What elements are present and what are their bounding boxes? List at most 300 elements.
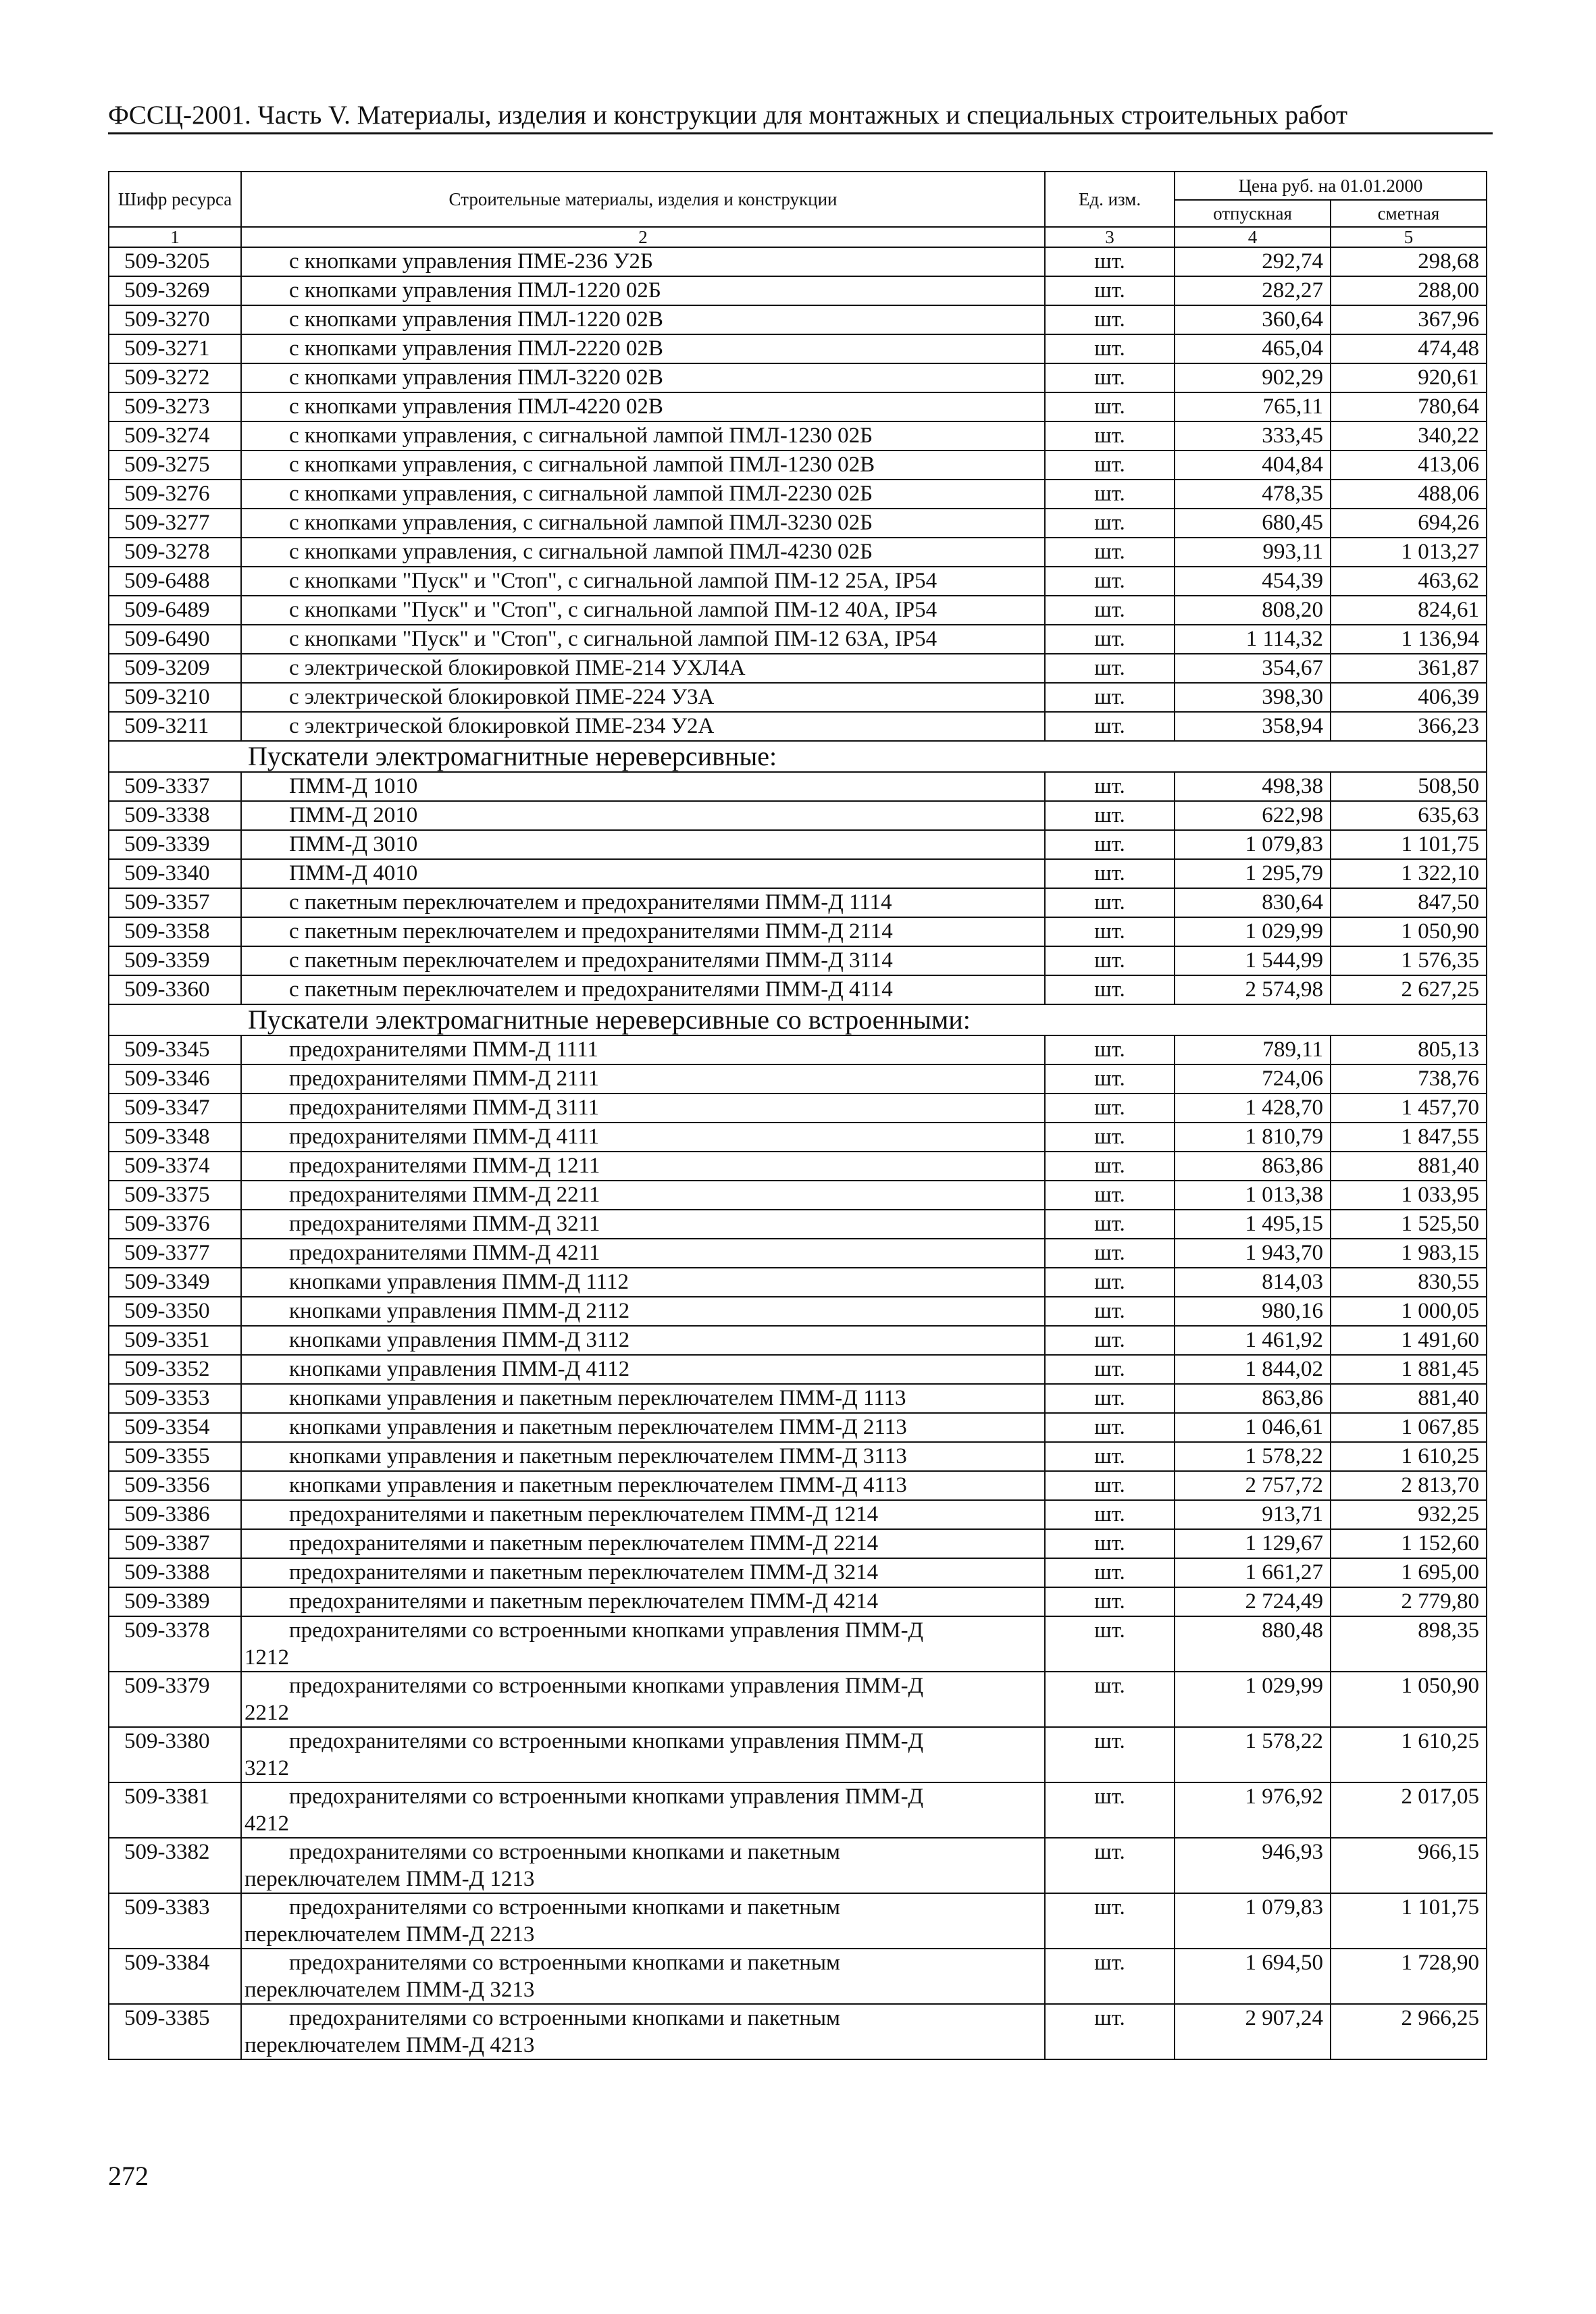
estimate-price: 1 050,90	[1331, 1672, 1487, 1727]
unit: шт.	[1045, 712, 1175, 741]
estimate-price: 474,48	[1331, 334, 1487, 363]
release-price: 398,30	[1175, 683, 1331, 712]
release-price: 292,74	[1175, 247, 1331, 276]
col-number: 2	[241, 227, 1045, 247]
table-row	[109, 1587, 1487, 1616]
resource-name: с кнопками управления ПМЛ-2220 02В	[241, 334, 1045, 363]
resource-code: 509-3386	[109, 1500, 241, 1529]
release-price: 2 724,49	[1175, 1587, 1331, 1616]
resource-code: 509-3374	[109, 1152, 241, 1181]
table-row	[109, 946, 1487, 975]
resource-code: 509-3376	[109, 1210, 241, 1239]
unit: шт.	[1045, 946, 1175, 975]
resource-name: с пакетным переключателем и предохранителями ПММ-Д 4114	[241, 975, 1045, 1004]
table-row	[109, 1558, 1487, 1587]
release-price: 622,98	[1175, 801, 1331, 830]
resource-code: 509-3381	[109, 1782, 241, 1838]
table-row	[109, 480, 1487, 509]
resource-name-line1: предохранителями со встроенными кнопками и пакетным	[289, 1895, 840, 1920]
table-row	[109, 305, 1487, 334]
resource-code: 509-3205	[109, 247, 241, 276]
unit: шт.	[1045, 1094, 1175, 1123]
estimate-price: 1 881,45	[1331, 1355, 1487, 1384]
resource-name-line1: предохранителями со встроенными кнопками и пакетным	[289, 2006, 840, 2030]
estimate-price: 966,15	[1331, 1838, 1487, 1893]
release-price: 282,27	[1175, 276, 1331, 305]
resource-name: с пакетным переключателем и предохранителями ПММ-Д 1114	[241, 888, 1045, 917]
col-number: 3	[1045, 227, 1175, 247]
unit: шт.	[1045, 1413, 1175, 1442]
table-row	[109, 1123, 1487, 1152]
resource-code: 509-3339	[109, 830, 241, 859]
resource-name: предохранителями и пакетным переключателем ПММ-Д 2214	[241, 1529, 1045, 1558]
estimate-price: 1 525,50	[1331, 1210, 1487, 1239]
resource-code: 509-3355	[109, 1442, 241, 1471]
table-row	[109, 509, 1487, 538]
table-row	[109, 596, 1487, 625]
col-header-unit: Ед. изм.	[1045, 172, 1175, 227]
resource-code: 509-3389	[109, 1587, 241, 1616]
estimate-price: 1 013,27	[1331, 538, 1487, 567]
resource-name: предохранителями и пакетным переключателем ПММ-Д 3214	[241, 1558, 1045, 1587]
resource-name: кнопками управления и пакетным переключателем ПММ-Д 4113	[241, 1471, 1045, 1500]
col-header-price: Цена руб. на 01.01.2000	[1175, 172, 1487, 200]
resource-name: кнопками управления ПММ-Д 3112	[241, 1326, 1045, 1355]
resource-name-line1: предохранителями со встроенными кнопками управления ПММ-Д	[289, 1784, 924, 1809]
resource-code: 509-3384	[109, 1949, 241, 2004]
table-row	[109, 888, 1487, 917]
resource-code: 509-3272	[109, 363, 241, 392]
unit: шт.	[1045, 1616, 1175, 1672]
resource-name-line2: 1212	[244, 1645, 289, 1670]
resource-name: с кнопками управления ПМЛ-1220 02Б	[241, 276, 1045, 305]
resource-name-line1: предохранителями со встроенными кнопками и пакетным	[289, 1840, 840, 1864]
unit: шт.	[1045, 1587, 1175, 1616]
resource-code: 509-3377	[109, 1239, 241, 1268]
estimate-price: 288,00	[1331, 276, 1487, 305]
release-price: 1 129,67	[1175, 1529, 1331, 1558]
estimate-price: 2 813,70	[1331, 1471, 1487, 1500]
table-row	[109, 625, 1487, 654]
release-price: 2 757,72	[1175, 1471, 1331, 1500]
table-row	[109, 1181, 1487, 1210]
resource-name	[241, 1782, 1045, 1838]
release-price: 1 079,83	[1175, 1893, 1331, 1949]
release-price: 1 029,99	[1175, 1672, 1331, 1727]
table-row	[109, 1355, 1487, 1384]
table-row	[109, 451, 1487, 480]
release-price: 724,06	[1175, 1064, 1331, 1094]
estimate-price: 508,50	[1331, 772, 1487, 801]
table-row	[109, 683, 1487, 712]
resource-name: с кнопками управления, с сигнальной лампой ПМЛ-1230 02Б	[241, 421, 1045, 451]
table-row	[109, 1893, 1487, 1949]
resource-name: предохранителями ПММ-Д 2111	[241, 1064, 1045, 1094]
table-row	[109, 276, 1487, 305]
unit: шт.	[1045, 334, 1175, 363]
resource-name: с электрической блокировкой ПМЕ-234 У2А	[241, 712, 1045, 741]
table-row	[109, 712, 1487, 741]
resource-name: кнопками управления ПММ-Д 2112	[241, 1297, 1045, 1326]
estimate-price: 635,63	[1331, 801, 1487, 830]
resource-code: 509-3359	[109, 946, 241, 975]
table-row	[109, 1529, 1487, 1558]
estimate-price: 1 152,60	[1331, 1529, 1487, 1558]
estimate-price: 738,76	[1331, 1064, 1487, 1094]
resource-name: с пакетным переключателем и предохранителями ПММ-Д 2114	[241, 917, 1045, 946]
resource-name: с кнопками управления ПМЛ-3220 02В	[241, 363, 1045, 392]
estimate-price: 1 101,75	[1331, 830, 1487, 859]
release-price: 404,84	[1175, 451, 1331, 480]
section-title: Пускатели электромагнитные нереверсивные:	[109, 741, 1487, 772]
resource-name: предохранителями ПММ-Д 2211	[241, 1181, 1045, 1210]
release-price: 2 907,24	[1175, 2004, 1331, 2059]
estimate-price: 1 610,25	[1331, 1727, 1487, 1782]
unit: шт.	[1045, 1838, 1175, 1893]
unit: шт.	[1045, 1471, 1175, 1500]
estimate-price: 367,96	[1331, 305, 1487, 334]
resource-name: предохранителями ПММ-Д 1211	[241, 1152, 1045, 1181]
estimate-price: 847,50	[1331, 888, 1487, 917]
resource-code: 509-3351	[109, 1326, 241, 1355]
table-body	[109, 247, 1487, 2059]
unit: шт.	[1045, 830, 1175, 859]
table-row	[109, 1064, 1487, 1094]
estimate-price: 340,22	[1331, 421, 1487, 451]
unit: шт.	[1045, 1442, 1175, 1471]
release-price: 880,48	[1175, 1616, 1331, 1672]
resource-name-line2: переключателем ПММ-Д 3213	[244, 1978, 535, 2002]
release-price: 946,93	[1175, 1838, 1331, 1893]
estimate-price: 298,68	[1331, 247, 1487, 276]
table-row	[109, 1727, 1487, 1782]
release-price: 498,38	[1175, 772, 1331, 801]
release-price: 830,64	[1175, 888, 1331, 917]
resource-code: 509-3358	[109, 917, 241, 946]
estimate-price: 824,61	[1331, 596, 1487, 625]
resource-code: 509-6489	[109, 596, 241, 625]
resource-name-line1: предохранителями со встроенными кнопками управления ПММ-Д	[289, 1729, 924, 1753]
resource-name: ПММ-Д 2010	[241, 801, 1045, 830]
release-price: 1 844,02	[1175, 1355, 1331, 1384]
estimate-price: 361,87	[1331, 654, 1487, 683]
release-price: 1 428,70	[1175, 1094, 1331, 1123]
col-header-release: отпускная	[1175, 200, 1331, 227]
release-price: 478,35	[1175, 480, 1331, 509]
resource-name: с кнопками управления ПМЛ-4220 02В	[241, 392, 1045, 421]
resource-name-line2: 4212	[244, 1811, 289, 1836]
resource-code: 509-3278	[109, 538, 241, 567]
unit: шт.	[1045, 509, 1175, 538]
resource-code: 509-3269	[109, 276, 241, 305]
resource-name-line2: переключателем ПММ-Д 4213	[244, 2033, 535, 2057]
release-price: 358,94	[1175, 712, 1331, 741]
resource-name: кнопками управления и пакетным переключателем ПММ-Д 2113	[241, 1413, 1045, 1442]
price-table-container	[108, 171, 1486, 2060]
estimate-price: 1 491,60	[1331, 1326, 1487, 1355]
estimate-price: 1 101,75	[1331, 1893, 1487, 1949]
unit: шт.	[1045, 2004, 1175, 2059]
resource-name: с кнопками управления, с сигнальной лампой ПМЛ-1230 02В	[241, 451, 1045, 480]
resource-code: 509-3348	[109, 1123, 241, 1152]
resource-name-line2: 2212	[244, 1701, 289, 1725]
resource-name: ПММ-Д 3010	[241, 830, 1045, 859]
resource-code: 509-3338	[109, 801, 241, 830]
resource-name: кнопками управления и пакетным переключателем ПММ-Д 3113	[241, 1442, 1045, 1471]
unit: шт.	[1045, 1500, 1175, 1529]
release-price: 913,71	[1175, 1500, 1331, 1529]
release-price: 1 461,92	[1175, 1326, 1331, 1355]
unit: шт.	[1045, 1893, 1175, 1949]
resource-code: 509-3337	[109, 772, 241, 801]
table-row	[109, 363, 1487, 392]
release-price: 354,67	[1175, 654, 1331, 683]
resource-name: с электрической блокировкой ПМЕ-224 У3А	[241, 683, 1045, 712]
release-price: 902,29	[1175, 363, 1331, 392]
estimate-price: 1 847,55	[1331, 1123, 1487, 1152]
table-row	[109, 1239, 1487, 1268]
unit: шт.	[1045, 392, 1175, 421]
estimate-price: 406,39	[1331, 683, 1487, 712]
release-price: 814,03	[1175, 1268, 1331, 1297]
resource-code: 509-3277	[109, 509, 241, 538]
table-row	[109, 1384, 1487, 1413]
resource-name: предохранителями ПММ-Д 3111	[241, 1094, 1045, 1123]
release-price: 808,20	[1175, 596, 1331, 625]
table-row	[109, 2004, 1487, 2059]
resource-code: 509-3209	[109, 654, 241, 683]
resource-code: 509-3360	[109, 975, 241, 1004]
estimate-price: 1 576,35	[1331, 946, 1487, 975]
table-row	[109, 801, 1487, 830]
resource-code: 509-3345	[109, 1035, 241, 1064]
section-title: Пускатели электромагнитные нереверсивные со встроенными:	[109, 1004, 1487, 1035]
resource-code: 509-3388	[109, 1558, 241, 1587]
unit: шт.	[1045, 247, 1175, 276]
release-price: 980,16	[1175, 1297, 1331, 1326]
table-row	[109, 654, 1487, 683]
release-price: 454,39	[1175, 567, 1331, 596]
col-number: 5	[1331, 227, 1487, 247]
unit: шт.	[1045, 1384, 1175, 1413]
unit: шт.	[1045, 596, 1175, 625]
release-price: 1 544,99	[1175, 946, 1331, 975]
resource-code: 509-3210	[109, 683, 241, 712]
table-row	[109, 975, 1487, 1004]
resource-name	[241, 2004, 1045, 2059]
unit: шт.	[1045, 1239, 1175, 1268]
unit: шт.	[1045, 917, 1175, 946]
col-header-code: Шифр ресурса	[109, 172, 241, 227]
resource-name-line1: предохранителями со встроенными кнопками управления ПММ-Д	[289, 1674, 924, 1698]
resource-name: кнопками управления ПММ-Д 4112	[241, 1355, 1045, 1384]
release-price: 1 029,99	[1175, 917, 1331, 946]
table-row	[109, 1297, 1487, 1326]
resource-code: 509-3383	[109, 1893, 241, 1949]
col-header-estimate: сметная	[1331, 200, 1487, 227]
resource-name: предохранителями ПММ-Д 3211	[241, 1210, 1045, 1239]
col-number: 1	[109, 227, 241, 247]
release-price: 680,45	[1175, 509, 1331, 538]
estimate-price: 1 728,90	[1331, 1949, 1487, 2004]
section-row	[109, 1004, 1487, 1035]
unit: шт.	[1045, 1727, 1175, 1782]
release-price: 1 943,70	[1175, 1239, 1331, 1268]
resource-name-line2: 3212	[244, 1756, 289, 1780]
table-row	[109, 1035, 1487, 1064]
resource-code: 509-3352	[109, 1355, 241, 1384]
resource-name-line2: переключателем ПММ-Д 2213	[244, 1922, 535, 1947]
resource-name: с кнопками управления, с сигнальной лампой ПМЛ-4230 02Б	[241, 538, 1045, 567]
resource-name-line1: предохранителями со встроенными кнопками управления ПММ-Д	[289, 1618, 924, 1643]
resource-name: с кнопками "Пуск" и "Стоп", с сигнальной лампой ПМ-12 25А, IP54	[241, 567, 1045, 596]
resource-name: с электрической блокировкой ПМЕ-214 УХЛ4А	[241, 654, 1045, 683]
resource-name: предохранителями и пакетным переключателем ПММ-Д 1214	[241, 1500, 1045, 1529]
unit: шт.	[1045, 801, 1175, 830]
unit: шт.	[1045, 1297, 1175, 1326]
unit: шт.	[1045, 451, 1175, 480]
resource-code: 509-6488	[109, 567, 241, 596]
section-row	[109, 741, 1487, 772]
resource-code: 509-3270	[109, 305, 241, 334]
unit: шт.	[1045, 683, 1175, 712]
release-price: 1 046,61	[1175, 1413, 1331, 1442]
estimate-price: 1 983,15	[1331, 1239, 1487, 1268]
unit: шт.	[1045, 421, 1175, 451]
unit: шт.	[1045, 1152, 1175, 1181]
release-price: 360,64	[1175, 305, 1331, 334]
resource-code: 509-3340	[109, 859, 241, 888]
resource-code: 509-6490	[109, 625, 241, 654]
unit: шт.	[1045, 1529, 1175, 1558]
unit: шт.	[1045, 888, 1175, 917]
resource-name: с пакетным переключателем и предохранителями ПММ-Д 3114	[241, 946, 1045, 975]
resource-code: 509-3349	[109, 1268, 241, 1297]
resource-code: 509-3211	[109, 712, 241, 741]
resource-name	[241, 1672, 1045, 1727]
table-row	[109, 1152, 1487, 1181]
release-price: 993,11	[1175, 538, 1331, 567]
unit: шт.	[1045, 1064, 1175, 1094]
unit: шт.	[1045, 1355, 1175, 1384]
table-row	[109, 1413, 1487, 1442]
release-price: 1 578,22	[1175, 1442, 1331, 1471]
estimate-price: 2 966,25	[1331, 2004, 1487, 2059]
estimate-price: 881,40	[1331, 1384, 1487, 1413]
resource-code: 509-3346	[109, 1064, 241, 1094]
resource-name	[241, 1838, 1045, 1893]
resource-code: 509-3350	[109, 1297, 241, 1326]
estimate-price: 920,61	[1331, 363, 1487, 392]
estimate-price: 1 610,25	[1331, 1442, 1487, 1471]
estimate-price: 694,26	[1331, 509, 1487, 538]
table-row	[109, 1326, 1487, 1355]
estimate-price: 2 017,05	[1331, 1782, 1487, 1838]
unit: шт.	[1045, 1181, 1175, 1210]
estimate-price: 488,06	[1331, 480, 1487, 509]
resource-name: ПММ-Д 1010	[241, 772, 1045, 801]
estimate-price: 780,64	[1331, 392, 1487, 421]
resource-code: 509-3382	[109, 1838, 241, 1893]
release-price: 333,45	[1175, 421, 1331, 451]
table-row	[109, 538, 1487, 567]
resource-code: 509-3375	[109, 1181, 241, 1210]
unit: шт.	[1045, 625, 1175, 654]
estimate-price: 932,25	[1331, 1500, 1487, 1529]
resource-code: 509-3356	[109, 1471, 241, 1500]
release-price: 1 495,15	[1175, 1210, 1331, 1239]
resource-name: предохранителями ПММ-Д 4111	[241, 1123, 1045, 1152]
release-price: 1 976,92	[1175, 1782, 1331, 1838]
table-row	[109, 1471, 1487, 1500]
resource-name: кнопками управления и пакетным переключателем ПММ-Д 1113	[241, 1384, 1045, 1413]
table-row	[109, 334, 1487, 363]
resource-name	[241, 1949, 1045, 2004]
resource-code: 509-3274	[109, 421, 241, 451]
table-row	[109, 859, 1487, 888]
unit: шт.	[1045, 363, 1175, 392]
unit: шт.	[1045, 1326, 1175, 1355]
unit: шт.	[1045, 975, 1175, 1004]
table-row	[109, 1838, 1487, 1893]
resource-name: с кнопками управления ПМЕ-236 У2Б	[241, 247, 1045, 276]
resource-code: 509-3347	[109, 1094, 241, 1123]
table-row	[109, 1672, 1487, 1727]
resource-name	[241, 1893, 1045, 1949]
unit: шт.	[1045, 276, 1175, 305]
unit: шт.	[1045, 1210, 1175, 1239]
estimate-price: 413,06	[1331, 451, 1487, 480]
resource-name: с кнопками управления, с сигнальной лампой ПМЛ-3230 02Б	[241, 509, 1045, 538]
unit: шт.	[1045, 1035, 1175, 1064]
release-price: 1 013,38	[1175, 1181, 1331, 1210]
estimate-price: 366,23	[1331, 712, 1487, 741]
unit: шт.	[1045, 772, 1175, 801]
estimate-price: 2 779,80	[1331, 1587, 1487, 1616]
table-row	[109, 392, 1487, 421]
table-row	[109, 1094, 1487, 1123]
table-row	[109, 917, 1487, 946]
table-row	[109, 567, 1487, 596]
col-number: 4	[1175, 227, 1331, 247]
unit: шт.	[1045, 305, 1175, 334]
resource-name-line1: предохранителями со встроенными кнопками и пакетным	[289, 1951, 840, 1975]
table-row	[109, 1442, 1487, 1471]
unit: шт.	[1045, 1268, 1175, 1297]
resource-name: ПММ-Д 4010	[241, 859, 1045, 888]
col-header-name: Строительные материалы, изделия и конструкции	[241, 172, 1045, 227]
release-price: 1 114,32	[1175, 625, 1331, 654]
resource-name: кнопками управления ПММ-Д 1112	[241, 1268, 1045, 1297]
table-row	[109, 1500, 1487, 1529]
estimate-price: 1 322,10	[1331, 859, 1487, 888]
table-row	[109, 1616, 1487, 1672]
release-price: 1 694,50	[1175, 1949, 1331, 2004]
release-price: 1 661,27	[1175, 1558, 1331, 1587]
release-price: 1 578,22	[1175, 1727, 1331, 1782]
unit: шт.	[1045, 1782, 1175, 1838]
resource-code: 509-3273	[109, 392, 241, 421]
resource-code: 509-3271	[109, 334, 241, 363]
resource-code: 509-3380	[109, 1727, 241, 1782]
estimate-price: 2 627,25	[1331, 975, 1487, 1004]
resource-name: с кнопками "Пуск" и "Стоп", с сигнальной лампой ПМ-12 40А, IP54	[241, 596, 1045, 625]
table-row	[109, 1949, 1487, 2004]
resource-name: с кнопками "Пуск" и "Стоп", с сигнальной лампой ПМ-12 63А, IP54	[241, 625, 1045, 654]
resource-name: предохранителями ПММ-Д 1111	[241, 1035, 1045, 1064]
resource-code: 509-3379	[109, 1672, 241, 1727]
resource-code: 509-3276	[109, 480, 241, 509]
